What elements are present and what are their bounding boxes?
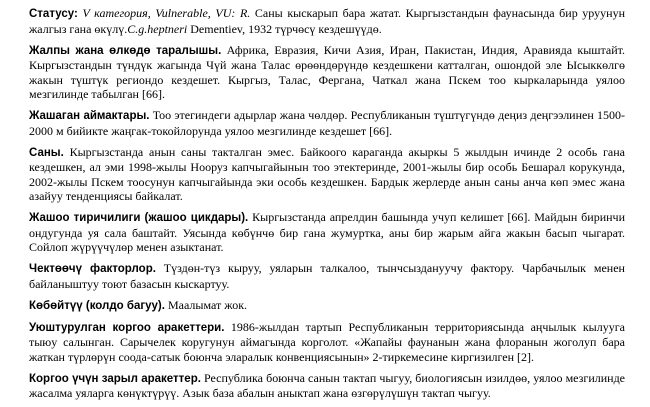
status-heading: Статусу: bbox=[29, 8, 78, 20]
document-body bbox=[29, 6, 625, 407]
breeding-heading: Көбөйтүү (колдо багуу). bbox=[29, 299, 165, 312]
habitat-paragraph bbox=[29, 108, 625, 138]
status-text-end: Dementiev, 1932 түрчөсү кездешүүдө. bbox=[187, 21, 382, 36]
status-text: Саны кыскарып бара жатат. Кыргызстандын фаунасында бир уруунун жалгыз гана өкүлү. bbox=[29, 6, 625, 36]
status-category: V категория, Vulnerable, VU: R. bbox=[77, 6, 251, 20]
limiting-factors-text: Түздөн-түз кыруу, уяларын талкалоо, тынчсыздануучу фактору. Чарбачылык менен байланыштуу тоют базасын кыскартуу. bbox=[29, 261, 625, 291]
population-paragraph bbox=[29, 145, 625, 204]
lifecycle-heading: Жашоо тиричилиги (жашоо цикдары). bbox=[29, 212, 249, 224]
breeding-text: Маалымат жок. bbox=[164, 297, 248, 312]
protection-measures-text: 1986-жылдан тартып Республиканын территориясында аңчылык кылууга тыюу салынган. Сарычелек коругунун аймагында корголот. «Жапайы фаунанын жана флоранын жоголуп бара жаткан түрлөрүн соода-сатык боюнча эларалык конвенциясынын» 2-тиркемесине киргизилген [2]. bbox=[29, 319, 625, 364]
habitat-text: Тоо этегиндеги адырлар жана чөлдөр. Республиканын түштүгүндө деңиз деңгээлинен 1500-2000 м бийикте жаңгак-токойлорунда уялоо мезгилинде кездешет [66]. bbox=[29, 108, 625, 138]
distribution-text: Африка, Евразия, Кичи Азия, Иран, Пакистан, Индия, Аравияда кыштайт. Кыргызстандын түндүк жагында Чүй жана Талас өрөөндөрүндө кездешкени катталган, ошондой эле Ысыккөлгө жакын түштүк региондо кездешет. Кыргыз, Талас, Фергана, Чаткал жана Пскем тоо кыркаларында уялоо мезгилинде табылган [66]. bbox=[29, 42, 625, 101]
status-paragraph bbox=[29, 6, 625, 36]
habitat-heading: Жашаган аймактары. bbox=[29, 110, 150, 122]
population-text: Кыргызстанда анын саны такталган эмес. Байкоого караганда акыркы 5 жылдын ичинде 2 особь гана кездешкен, ал эми 1998-жылы Нооруз капчыгайынын тоо этектеринде, 2001-жылы бир особь Бешарал корукунда, 2002-жылы Пскем тоосунун капчыгайында эки особь кездешкен. Бардык жерлерде анын саны анча көп эмес жана азайуу тенденциясы байкалат. bbox=[29, 144, 625, 203]
protection-measures-paragraph bbox=[29, 320, 625, 365]
distribution-paragraph bbox=[29, 43, 625, 102]
protection-measures-heading: Уюштурулган коргоо аракеттери. bbox=[29, 321, 225, 334]
limiting-factors-paragraph bbox=[29, 261, 625, 291]
limiting-factors-heading: Чектөөчү факторлор. bbox=[29, 263, 156, 275]
population-heading: Саны. bbox=[29, 146, 64, 159]
distribution-heading: Жалпы жана өлкөдө таралышы. bbox=[29, 44, 222, 57]
breeding-paragraph bbox=[29, 298, 625, 314]
needed-actions-paragraph bbox=[29, 371, 625, 401]
needed-actions-heading: Коргоо үчүн зарыл аракеттер. bbox=[29, 372, 201, 385]
lifecycle-text: Кыргызстанда апрелдин башында учуп келишет [66]. Майдын биринчи ондугунда уя сала баштайт. Уясында көбүнчө бир гана жумуртка, аны бир жарым айга жакын басып чыгарат. Сойлоп жүрүүчүлөр менен азыктанат. bbox=[29, 210, 625, 254]
subspecies-name: C.g.heptneri bbox=[127, 21, 188, 36]
needed-actions-text: Республика боюнча санын тактап чыгуу, биологиясын изилдөө, уялоо мезгилинде жасалма уяларга көнүктүрүү. Азык база абалын аныктап жана өзгөрүлүшүн тактап чыгуу. bbox=[29, 370, 626, 400]
lifecycle-paragraph bbox=[29, 210, 625, 255]
